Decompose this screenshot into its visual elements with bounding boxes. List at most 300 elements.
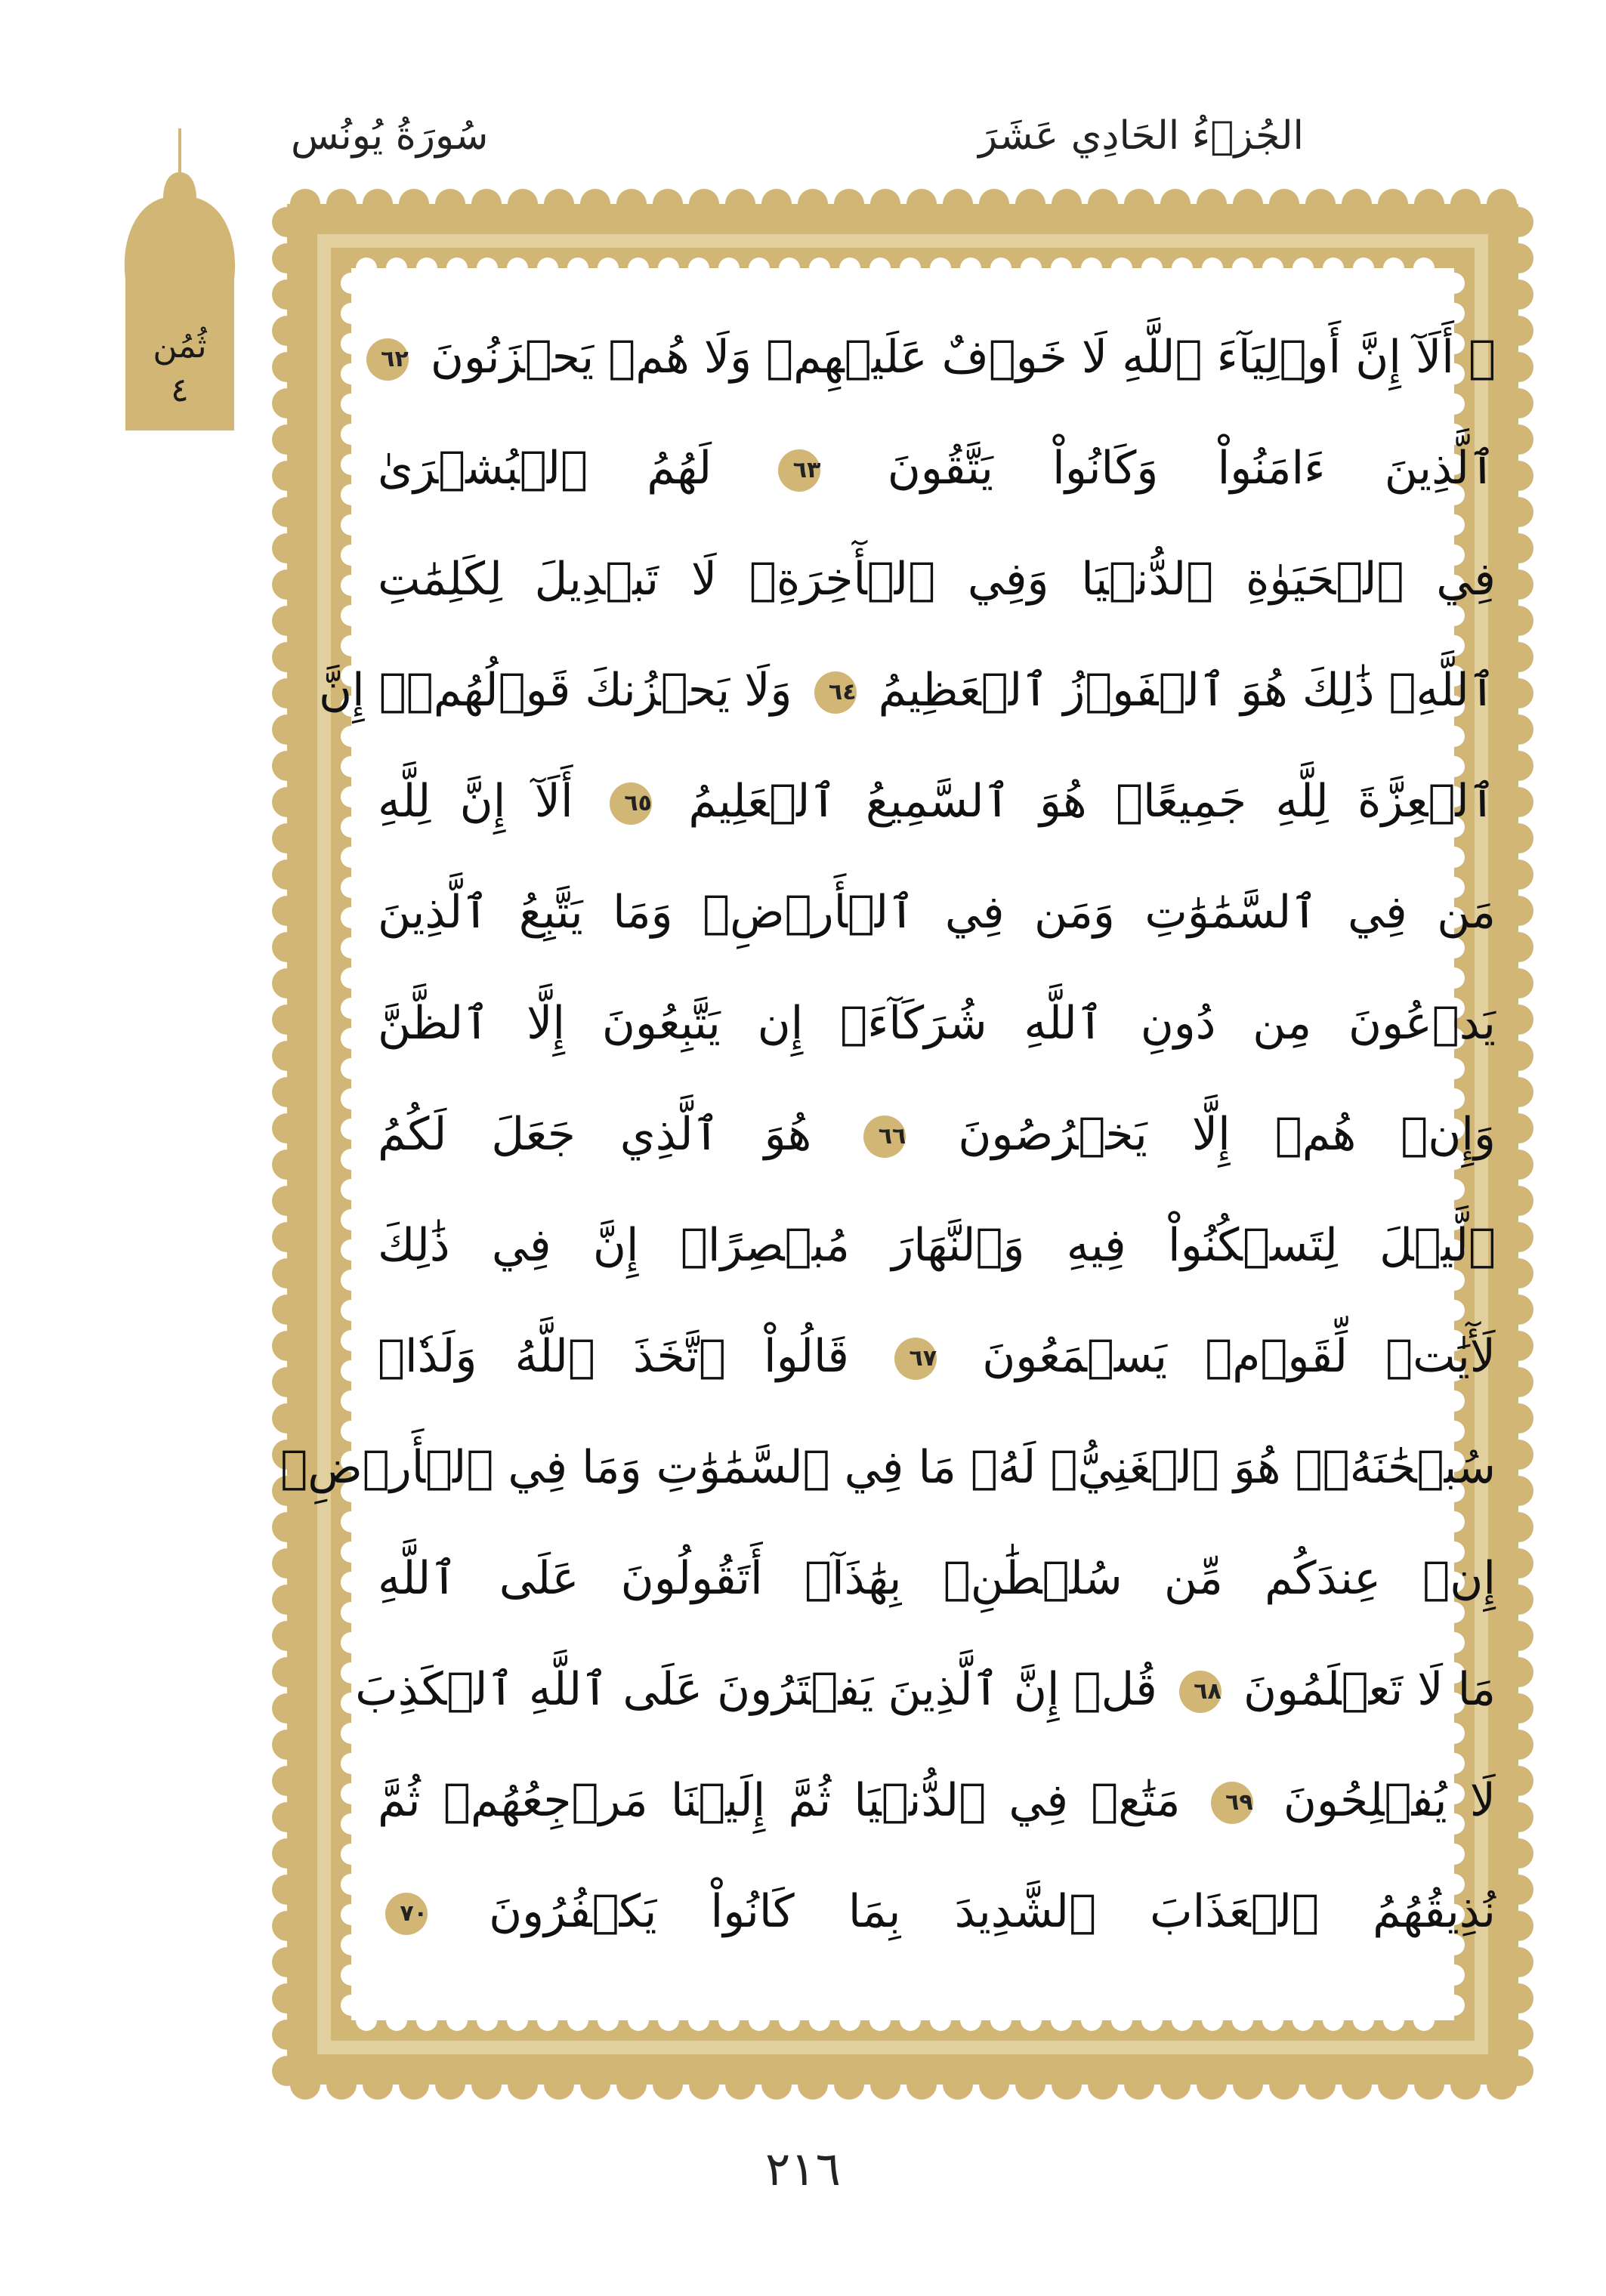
frame-scallop (798, 2069, 828, 2100)
frame-scallop (272, 352, 302, 382)
panel-scallop (567, 258, 588, 279)
verse-line (378, 1301, 1496, 1412)
panel-scallop (446, 2010, 468, 2031)
frame-scallop (1503, 1911, 1533, 1941)
verse-line (378, 968, 1496, 1079)
frame-scallop (870, 2069, 900, 2100)
frame-scallop (363, 2069, 393, 2100)
panel-scallop (1051, 258, 1072, 279)
panel-scallop (1323, 258, 1344, 279)
frame-scallop (1503, 461, 1533, 491)
frame-scallop (1503, 642, 1533, 672)
frame-scallop (272, 1947, 302, 1977)
frame-scallop (1378, 2069, 1408, 2100)
verse-text: إِنۡ عِندَكُم مِّن سُلۡطَٰنِۭ بِهَٰذَآۚ أَتَقُولُونَ عَلَى ٱللَّهِ (378, 1552, 1496, 1605)
frame-scallop (435, 189, 465, 219)
frame-scallop (689, 189, 719, 219)
verse-text: لَهُمُ ٱلۡبُشۡرَىٰ (378, 442, 712, 495)
frame-scallop (1124, 189, 1154, 219)
panel-scallop (341, 1995, 362, 2016)
verse-text: مَا لَا تَعۡلَمُونَ (1243, 1663, 1496, 1716)
frame-scallop (1503, 932, 1533, 962)
frame-scallop (399, 2069, 429, 2100)
panel-scallop (507, 258, 528, 279)
frame-scallop (272, 1258, 302, 1288)
panel-scallop (990, 2010, 1011, 2031)
verse-text: ٱلۡعِزَّةَ لِلَّهِ جَمِيعًاۚ هُوَ ٱلسَّمِيعُ ٱلۡعَلِيمُ (688, 775, 1496, 828)
frame-scallop (1503, 388, 1533, 418)
verse-line (378, 1190, 1496, 1301)
verse-line (378, 1523, 1496, 1634)
frame-scallop (272, 642, 302, 672)
panel-scallop (839, 2010, 860, 2031)
frame-scallop (616, 189, 647, 219)
frame-scallop (1503, 859, 1533, 890)
panel-scallop (779, 258, 800, 279)
frame-scallop (272, 859, 302, 890)
panel-scallop (1111, 2010, 1132, 2031)
frame-scallop (1503, 207, 1533, 237)
verse-text: أَلَآ إِنَّ لِلَّهِ (378, 775, 573, 828)
frame-scallop (272, 714, 302, 745)
panel-scallop (341, 1783, 362, 1804)
panel-scallop (1262, 2010, 1283, 2031)
frame-scallop (1233, 189, 1263, 219)
frame-scallop (1503, 1403, 1533, 1433)
panel-scallop (930, 258, 951, 279)
panel-scallop (341, 1330, 362, 1351)
frame-scallop (1503, 1802, 1533, 1832)
verse-line (378, 857, 1496, 968)
frame-scallop (1342, 2069, 1372, 2100)
verse-line (378, 413, 1496, 524)
frame-scallop (272, 1222, 302, 1252)
frame-scallop (1503, 533, 1533, 563)
verse-line (378, 524, 1496, 635)
panel-scallop (658, 258, 679, 279)
frame-scallop (272, 1295, 302, 1325)
panel-scallop (1081, 258, 1102, 279)
frame-scallop (272, 1838, 302, 1869)
frame-scallop (1197, 189, 1227, 219)
panel-scallop (779, 2010, 800, 2031)
page-number: ٢١٦ (765, 2141, 841, 2196)
frame-scallop (1450, 2069, 1481, 2100)
verse-line (318, 635, 1496, 746)
frame-scallop (1503, 316, 1533, 346)
frame-scallop (1503, 569, 1533, 600)
frame-scallop (1197, 2069, 1227, 2100)
frame-scallop (1503, 1077, 1533, 1107)
frame-scallop (272, 1766, 302, 1796)
frame-scallop (870, 189, 900, 219)
panel-scallop (598, 2010, 619, 2031)
frame-scallop (272, 207, 302, 237)
frame-scallop (272, 1113, 302, 1143)
frame-scallop (1503, 1186, 1533, 1216)
frame-scallop (272, 751, 302, 781)
frame-scallop (1503, 1004, 1533, 1035)
frame-scallop (272, 1657, 302, 1687)
frame-scallop (1233, 2069, 1263, 2100)
frame-scallop (689, 2069, 719, 2100)
frame-scallop (1414, 189, 1444, 219)
frame-scallop (1503, 352, 1533, 382)
verse-text: وَإِنۡ هُمۡ إِلَّا يَخۡرُصُونَ (958, 1108, 1496, 1161)
panel-scallop (900, 2010, 921, 2031)
panel-scallop (658, 2010, 679, 2031)
panel-scallop (749, 258, 770, 279)
ayah-number-marker: ٦٧ (894, 1338, 937, 1380)
verse-text: قَالُواْ ٱتَّخَذَ ٱللَّهُ وَلَدٗاۗ (378, 1330, 849, 1383)
frame-scallop (1503, 1766, 1533, 1796)
panel-scallop (341, 756, 362, 777)
panel-scallop (341, 1360, 362, 1381)
panel-scallop (341, 1541, 362, 1563)
panel-scallop (1353, 2010, 1374, 2031)
panel-scallop (869, 2010, 891, 2031)
panel-scallop (341, 1270, 362, 1291)
frame-scallop (471, 2069, 502, 2100)
frame-scallop (435, 2069, 465, 2100)
frame-scallop (272, 1802, 302, 1832)
panel-scallop (567, 2010, 588, 2031)
panel-scallop (1021, 258, 1042, 279)
panel-scallop (341, 786, 362, 807)
frame-scallop (1503, 678, 1533, 708)
frame-scallop (272, 932, 302, 962)
frame-scallop (1503, 968, 1533, 998)
frame-scallop (1088, 2069, 1118, 2100)
frame-scallop (272, 787, 302, 817)
frame-scallop (326, 189, 357, 219)
juz-title: الجُزۡءُ الحَادِي عَشَرَ (978, 113, 1304, 159)
frame-scallop (272, 1186, 302, 1216)
panel-scallop (869, 258, 891, 279)
frame-scallop (1269, 2069, 1299, 2100)
frame-scallop (1503, 1113, 1533, 1143)
frame-scallop (1503, 1476, 1533, 1506)
panel-scallop (341, 1934, 362, 1955)
panel-scallop (1293, 2010, 1314, 2031)
frame-scallop (1015, 189, 1045, 219)
panel-scallop (1202, 2010, 1223, 2031)
frame-scallop (1503, 1041, 1533, 1071)
panel-scallop (809, 2010, 830, 2031)
frame-scallop (761, 2069, 792, 2100)
frame-scallop (1503, 1295, 1533, 1325)
frame-scallop (1503, 606, 1533, 636)
verse-text: هُوَ ٱلَّذِي جَعَلَ لَكُمُ (378, 1108, 812, 1161)
frame-scallop (1305, 189, 1336, 219)
panel-scallop (341, 1239, 362, 1261)
frame-scallop (1378, 189, 1408, 219)
frame-scallop (1124, 2069, 1154, 2100)
panel-scallop (341, 998, 362, 1019)
frame-scallop (272, 243, 302, 273)
frame-scallop (326, 2069, 357, 2100)
panel-scallop (1444, 1995, 1465, 2016)
surah-title: سُورَةُ يُونُس (291, 113, 489, 159)
panel-scallop (1293, 258, 1314, 279)
frame-scallop (616, 2069, 647, 2100)
frame-scallop (272, 1077, 302, 1107)
panel-scallop (1172, 2010, 1193, 2031)
panel-scallop (628, 258, 649, 279)
frame-scallop (1503, 1585, 1533, 1615)
panel-scallop (688, 258, 709, 279)
frame-scallop (1305, 2069, 1336, 2100)
frame-scallop (1503, 751, 1533, 781)
panel-scallop (1262, 258, 1283, 279)
frame-scallop (1503, 1693, 1533, 1724)
panel-scallop (341, 1179, 362, 1200)
frame-scallop (761, 189, 792, 219)
frame-scallop (399, 189, 429, 219)
panel-scallop (341, 1149, 362, 1170)
frame-scallop (979, 2069, 1009, 2100)
panel-scallop (341, 273, 362, 294)
ayah-number-marker: ٦٩ (1211, 1782, 1253, 1824)
frame-scallop (272, 424, 302, 455)
frame-scallop (1503, 1367, 1533, 1397)
panel-scallop (1141, 2010, 1163, 2031)
frame-scallop (272, 1730, 302, 1760)
frame-scallop (272, 1331, 302, 1361)
hizb-label-text: ثُمُن (153, 327, 207, 366)
verse-text: ٱلَّيۡلَ لِتَسۡكُنُواْ فِيهِ وَٱلنَّهَارَ مُبۡصِرًاۚ إِنَّ فِي ذَٰلِكَ (378, 1219, 1496, 1272)
panel-scallop (341, 424, 362, 445)
panel-scallop (537, 2010, 558, 2031)
frame-scallop (272, 2020, 302, 2050)
panel-scallop (1202, 258, 1223, 279)
frame-scallop (272, 1367, 302, 1397)
verse-line (355, 1634, 1496, 1745)
frame-scallop (272, 1983, 302, 2014)
panel-scallop (477, 2010, 498, 2031)
frame-scallop (272, 569, 302, 600)
panel-scallop (341, 1209, 362, 1230)
frame-scallop (943, 2069, 973, 2100)
frame-scallop (1160, 189, 1191, 219)
panel-scallop (507, 2010, 528, 2031)
frame-scallop (1503, 497, 1533, 527)
panel-scallop (341, 877, 362, 898)
ayah-number-marker: ٧٠ (385, 1893, 428, 1935)
frame-scallop (653, 189, 683, 219)
ayah-number-marker: ٦٥ (610, 782, 652, 825)
panel-scallop (446, 258, 468, 279)
verse-line (378, 1856, 1496, 1967)
frame-scallop (272, 316, 302, 346)
frame-scallop (272, 1911, 302, 1941)
verse-text: نُذِيقُهُمُ ٱلۡعَذَابَ ٱلشَّدِيدَ بِمَا كَانُواْ يَكۡفُرُونَ (489, 1885, 1496, 1938)
frame-scallop (1503, 1331, 1533, 1361)
verse-text: مَتَٰعٞ فِي ٱلدُّنۡيَا ثُمَّ إِلَيۡنَا مَرۡجِعُهُمۡ ثُمَّ (378, 1774, 1181, 1827)
panel-scallop (416, 2010, 437, 2031)
panel-scallop (1021, 2010, 1042, 2031)
panel-scallop (341, 907, 362, 928)
panel-scallop (960, 2010, 981, 2031)
panel-scallop (537, 258, 558, 279)
frame-scallop (1015, 2069, 1045, 2100)
frame-scallop (1052, 189, 1082, 219)
panel-scallop (930, 2010, 951, 2031)
panel-scallop (341, 937, 362, 958)
frame-scallop (272, 2056, 302, 2086)
panel-scallop (341, 484, 362, 505)
panel-scallop (990, 258, 1011, 279)
panel-scallop (341, 1572, 362, 1593)
panel-scallop (341, 1874, 362, 1895)
frame-scallop (272, 533, 302, 563)
panel-scallop (1323, 2010, 1344, 2031)
panel-scallop (386, 258, 407, 279)
panel-scallop (1444, 273, 1465, 294)
frame-scallop (272, 1693, 302, 1724)
panel-scallop (341, 816, 362, 838)
frame-scallop (544, 189, 574, 219)
frame-scallop (834, 189, 864, 219)
panel-scallop (809, 258, 830, 279)
panel-scallop (341, 605, 362, 626)
panel-scallop (341, 1602, 362, 1623)
frame-scallop (1503, 1657, 1533, 1687)
frame-scallop (580, 189, 610, 219)
verse-line (280, 1412, 1496, 1523)
panel-scallop (341, 1119, 362, 1140)
verse-text: لَا يُفۡلِحُونَ (1283, 1774, 1496, 1827)
verse-line (378, 302, 1496, 413)
frame-scallop (1503, 1258, 1533, 1288)
panel-scallop (341, 1028, 362, 1049)
frame-scallop (272, 896, 302, 926)
panel-scallop (386, 2010, 407, 2031)
verse-text: وَلَا يَحۡزُنكَ قَوۡلُهُمۡۘ إِنَّ (318, 664, 792, 717)
panel-scallop (749, 2010, 770, 2031)
verse-text: ٱللَّهِۚ ذَٰلِكَ هُوَ ٱلۡفَوۡزُ ٱلۡعَظِيمُ (878, 664, 1496, 717)
panel-scallop (718, 2010, 740, 2031)
frame-scallop (798, 189, 828, 219)
panel-scallop (341, 575, 362, 596)
verse-text: ۞ أَلَآ إِنَّ أَوۡلِيَآءَ ٱللَّهِ لَا خَوۡفٌ عَلَيۡهِمۡ وَلَا هُمۡ يَحۡزَنُونَ (430, 331, 1496, 384)
frame-scallop (272, 678, 302, 708)
frame-scallop (544, 2069, 574, 2100)
frame-scallop (979, 189, 1009, 219)
frame-scallop (1052, 2069, 1082, 2100)
panel-scallop (341, 967, 362, 989)
frame-scallop (1088, 189, 1118, 219)
panel-scallop (1232, 258, 1253, 279)
ayah-number-marker: ٦٦ (863, 1116, 906, 1158)
frame-scallop (1503, 896, 1533, 926)
panel-scallop (477, 258, 498, 279)
ayah-number-marker: ٦٤ (814, 671, 857, 714)
verse-text: قُلۡ إِنَّ ٱلَّذِينَ يَفۡتَرُونَ عَلَى ٱللَّهِ ٱلۡكَذِبَ (355, 1663, 1157, 1716)
frame-scallop (906, 189, 937, 219)
frame-scallop (272, 1150, 302, 1180)
frame-scallop (1503, 1440, 1533, 1470)
panel-scallop (718, 258, 740, 279)
panel-scallop (341, 1813, 362, 1835)
frame-scallop (272, 279, 302, 310)
frame-scallop (1269, 189, 1299, 219)
panel-scallop (341, 1753, 362, 1774)
frame-scallop (943, 189, 973, 219)
panel-scallop (900, 258, 921, 279)
frame-scallop (272, 461, 302, 491)
frame-scallop (1503, 1983, 1533, 2014)
frame-scallop (1503, 1222, 1533, 1252)
ayah-number-marker: ٦٨ (1179, 1671, 1221, 1713)
panel-scallop (341, 454, 362, 475)
panel-scallop (1232, 2010, 1253, 2031)
panel-scallop (688, 2010, 709, 2031)
frame-scallop (1503, 279, 1533, 310)
panel-scallop (341, 1058, 362, 1079)
verse-text: يَدۡعُونَ مِن دُونِ ٱللَّهِ شُرَكَآءَۚ إِن يَتَّبِعُونَ إِلَّا ٱلظَّنَّ (378, 997, 1496, 1050)
panel-scallop (839, 258, 860, 279)
frame-scallop (1342, 189, 1372, 219)
panel-scallop (1111, 258, 1132, 279)
ayah-number-marker: ٦٢ (366, 338, 409, 381)
verse-text: فِي ٱلۡحَيَوٰةِ ٱلدُّنۡيَا وَفِي ٱلۡأٓخِرَةِۚ لَا تَبۡدِيلَ لِكَلِمَٰتِ (378, 553, 1496, 606)
panel-scallop (1051, 2010, 1072, 2031)
frame-scallop (1503, 1150, 1533, 1180)
panel-scallop (341, 514, 362, 535)
frame-scallop (1450, 189, 1481, 219)
frame-scallop (1503, 1730, 1533, 1760)
frame-scallop (272, 1004, 302, 1035)
panel-scallop (341, 1390, 362, 1412)
panel-scallop (1353, 258, 1374, 279)
frame-scallop (1503, 787, 1533, 817)
frame-scallop (272, 823, 302, 853)
frame-scallop (1503, 1947, 1533, 1977)
verse-line (378, 1079, 1496, 1190)
page-text (280, 302, 1496, 1964)
frame-scallop (1160, 2069, 1191, 2100)
panel-scallop (1172, 258, 1193, 279)
panel-scallop (628, 2010, 649, 2031)
panel-scallop (1141, 258, 1163, 279)
panel-scallop (598, 258, 619, 279)
frame-scallop (272, 1621, 302, 1651)
panel-scallop (356, 2010, 377, 2031)
frame-scallop (1503, 1548, 1533, 1578)
verse-line (378, 746, 1496, 857)
verse-text: ٱلَّذِينَ ءَامَنُواْ وَكَانُواْ يَتَّقُونَ (887, 442, 1496, 495)
frame-scallop (272, 388, 302, 418)
ayah-number-marker: ٦٣ (778, 449, 820, 492)
frame-scallop (471, 189, 502, 219)
frame-scallop (1503, 424, 1533, 455)
panel-scallop (341, 1300, 362, 1321)
frame-scallop (272, 968, 302, 998)
frame-scallop (580, 2069, 610, 2100)
frame-scallop (508, 189, 538, 219)
frame-scallop (272, 497, 302, 527)
frame-scallop (1503, 1838, 1533, 1869)
frame-scallop (1503, 1512, 1533, 1542)
panel-scallop (1383, 258, 1404, 279)
frame-scallop (508, 2069, 538, 2100)
panel-scallop (1413, 258, 1435, 279)
frame-scallop (1414, 2069, 1444, 2100)
frame-scallop (272, 1041, 302, 1071)
frame-scallop (906, 2069, 937, 2100)
panel-scallop (1413, 2010, 1435, 2031)
